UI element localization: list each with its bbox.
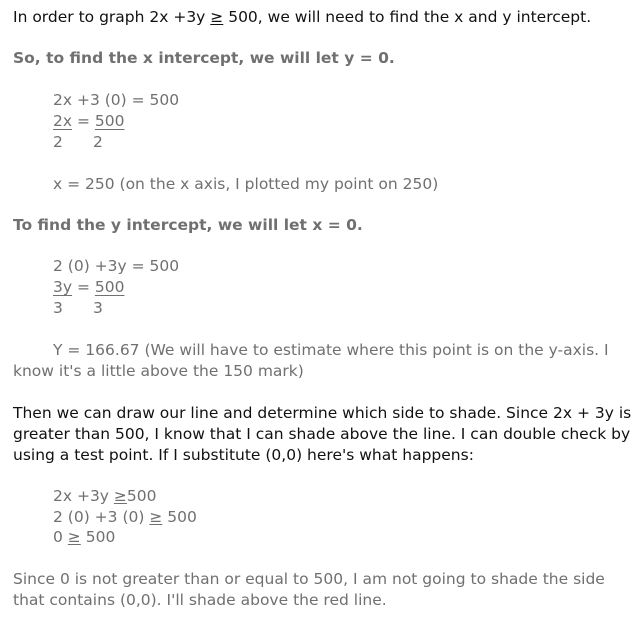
y-equation-3-right-denominator: 3 [93, 299, 103, 317]
test-step-2: 2 (0) +3 (0) ≥ 500 [53, 508, 197, 526]
y-intercept-result: Y = 166.67 (We will have to estimate where this point is on the y-axis. I know it's a little above the 150 mark) [13, 341, 609, 380]
x-equation-1: 2x +3 (0) = 500 [53, 91, 180, 109]
x-equation-2: 2x = 500 [53, 112, 125, 130]
y-equation-2: 3y = 500 [53, 278, 125, 296]
x-intercept-result: x = 250 (on the x axis, I plotted my point on 250) [53, 175, 439, 193]
x-equation-3-denominators: 2 [53, 133, 63, 151]
test-step-3: 0 ≥ 500 [53, 528, 116, 546]
x-intercept-heading: So, to find the x intercept, we will let y = 0. [13, 49, 395, 67]
y-intercept-heading: To find the y intercept, we will let x = 0. [13, 216, 363, 234]
greater-equal-symbol: ≥ [210, 8, 224, 26]
x-equation-3-right-denominator: 2 [93, 133, 103, 151]
test-step-1: 2x +3y ≥500 [53, 487, 157, 505]
y-equation-1: 2 (0) +3y = 500 [53, 257, 180, 275]
shading-paragraph: Then we can draw our line and determine which side to shade. Since 2x + 3y is greater than 500, I know that I can shade above the line. I can double check by using a test point. If I substitute (0,0) here's what happens: [13, 404, 632, 464]
conclusion-paragraph: Since 0 is not greater than or equal to 500, I am not going to shade the side that contains (0,0). I'll shade above the red line. [13, 570, 605, 609]
intro-text: In order to graph 2x +3y ≥ 500, we will need to find the x and y intercept. [13, 8, 592, 26]
y-equation-3-denominators: 3 [53, 299, 63, 317]
